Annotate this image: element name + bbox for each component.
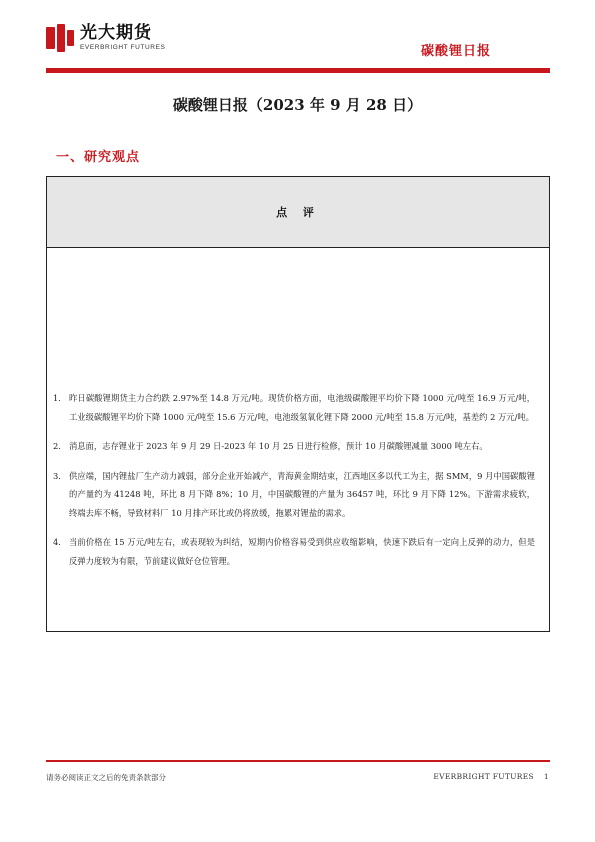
section-heading: 一、研究观点 [56,150,141,165]
company-logo [46,24,165,52]
footer-divider [46,760,550,762]
item-number: 4. [53,537,61,547]
item-text: 昨日碳酸锂期货主力合约跌 2.97%至 14.8 万元/吨。现货价格方面，电池级碳酸锂平均价下降 1000 元/吨至 16.9 万元/吨，工业级碳酸锂平均价下降 1000 元/吨至 15.6 万元/吨，电池级氢氧化锂下降 2000 元/吨至 15.8 万元/吨，基差约 2 万元/吨。 [69,393,535,422]
list-item [53,437,535,456]
item-number: 3. [53,470,61,481]
table-body [47,248,549,570]
header-divider [46,68,550,73]
item-text: 消息面，志存锂业于 2023 年 9 月 29 日-2023 年 10 月 25 日进行检修，预计 10 月碳酸锂减量 3000 吨左右。 [69,441,488,451]
table-header: 点 评 [47,177,549,248]
page-title: 碳酸锂日报（2023 年 9 月 28 日） [172,96,423,114]
footer-disclaimer: 请务必阅读正文之后的免责条款部分 [46,773,166,782]
page-number: 1 [543,772,549,781]
item-text: 供应端，国内锂盐厂生产动力减弱，部分企业开始减产，青海黄金期结束，江西地区多以代工为主，据 SMM，9 月中国碳酸锂的产量约为 41248 吨，环比 8 月下降 8%；10 月，中国碳酸锂的产量为 36457 吨，环比 9 月下降 12%。下游需求疲软，终端去库不畅，导致材料厂 10 月排产环比或仍将放缓，拖累对锂盐的需求。 [69,470,535,518]
item-text: 当前价格在 15 万元/吨左右，或表现较为纠结，短期内价格容易受到供应收缩影响，快速下跌后有一定向上反弹的动力，但是反弹力度较为有限，节前建议做好仓位管理。 [69,537,535,566]
header-report-name: 碳酸锂日报 [420,44,491,59]
logo-cn-text: 光大期货 [80,23,152,43]
logo-en-text: EVERBRIGHT FUTURES [80,44,166,51]
logo-mark-icon [46,24,74,52]
footer-brand: EVERBRIGHT FUTURES [433,772,534,781]
footer-brand-page [433,772,549,781]
commentary-table [46,176,550,632]
list-item [53,533,535,570]
list-item [53,467,535,523]
list-item [53,389,535,426]
item-number: 2. [53,441,61,451]
item-number: 1. [53,393,61,403]
